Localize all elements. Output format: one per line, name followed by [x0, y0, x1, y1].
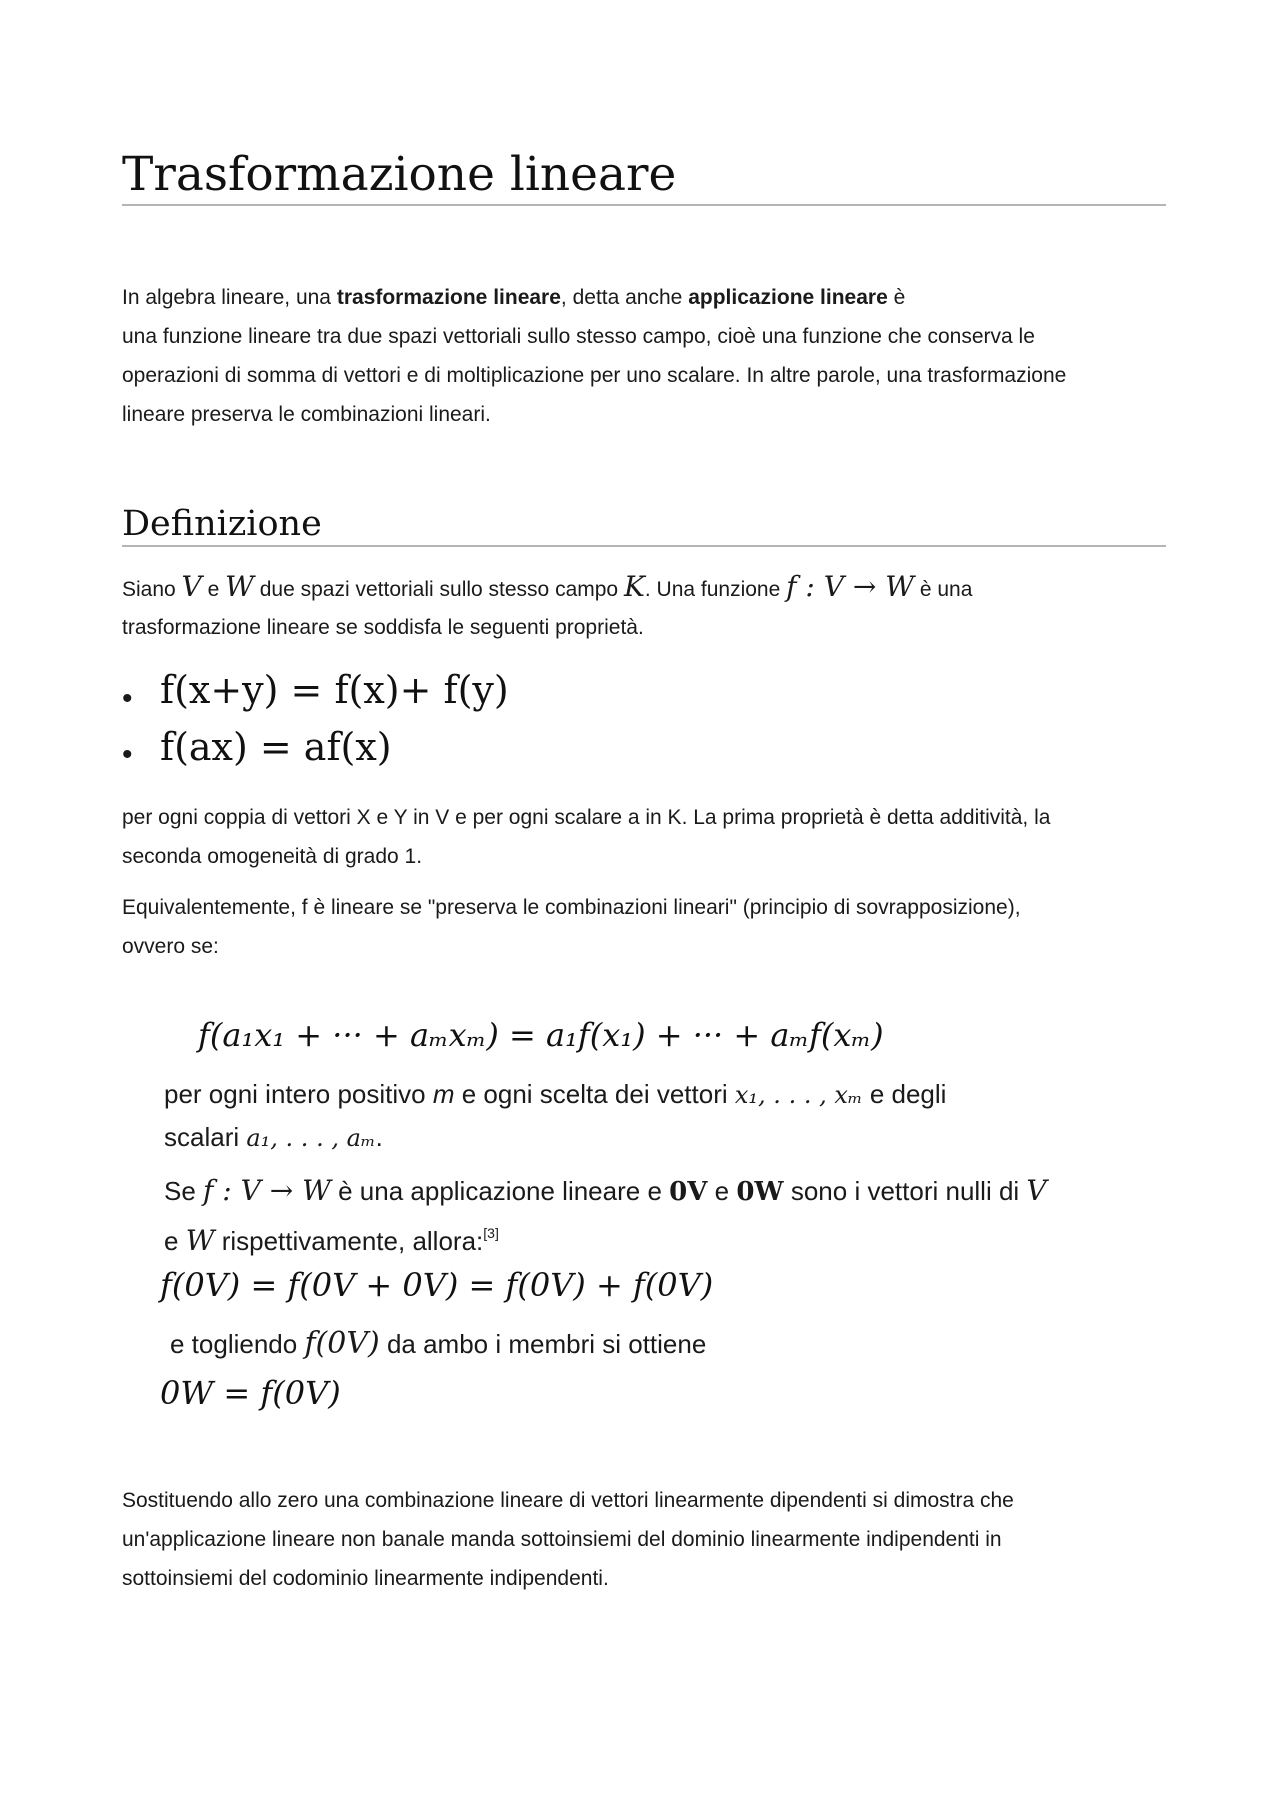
definition-text: Siano: [122, 578, 182, 601]
math-function-map: f : V → W: [203, 1174, 331, 1207]
after-properties-line-2: seconda omogeneità di grado 1.: [122, 845, 423, 868]
per-ogni-line-1: [164, 1073, 1164, 1117]
linear-combination-formula: f(a₁x₁ + ··· + aₘxₘ) = a₁f(x₁) + ··· + aₘf(xₘ): [198, 1016, 884, 1054]
definition-line-1: [122, 567, 1166, 609]
math-W: W: [225, 570, 254, 603]
closing-line-2: un'applicazione lineare non banale manda sottoinsiemi del dominio linearmente indipendenti in: [122, 1528, 1002, 1551]
math-scalars: a₁, . . . , aₘ: [246, 1124, 376, 1152]
math-W: W: [185, 1224, 215, 1257]
closing-line-1: Sostituendo allo zero una combinazione lineare di vettori linearmente dipendenti si dimostra che: [122, 1489, 1014, 1512]
math-function-map: f : V → W: [786, 570, 914, 603]
math-V: V: [1026, 1174, 1047, 1207]
property-additivity-formula: f(x+y) = f(x)+ f(y): [160, 668, 509, 712]
block-text: è una applicazione lineare e: [330, 1176, 670, 1206]
block-text: per ogni intero positivo: [164, 1079, 433, 1109]
se-line-1: [164, 1169, 1164, 1214]
definition-text: è una: [913, 578, 973, 601]
definition-text: . Una funzione: [644, 578, 787, 601]
math-K: K: [623, 570, 645, 603]
block-text: e togliendo: [170, 1329, 305, 1359]
after-properties-line-1: per ogni coppia di vettori X e Y in V e per ogni scalare a in K. La prima proprietà è detta additività, la: [122, 806, 1051, 829]
math-zero-w: 0W: [736, 1177, 784, 1207]
result-formula: 0W = f(0V): [160, 1374, 341, 1412]
equivalence-line-1: Equivalentemente, f è lineare se "preserva le combinazioni lineari" (principio di sovrapposizione),: [122, 896, 1021, 919]
math-zero-v: 0V: [669, 1177, 708, 1207]
intro-text: , detta anche: [560, 286, 689, 309]
zero-vector-formula: f(0V) = f(0V + 0V) = f(0V) + f(0V): [160, 1266, 714, 1304]
definition-text: due spazi vettoriali sullo stesso campo: [253, 578, 624, 601]
per-ogni-line-2: [164, 1116, 1164, 1160]
intro-text: è: [887, 286, 906, 309]
equivalence-line-2: ovvero se:: [122, 935, 219, 958]
block-text: .: [375, 1122, 383, 1152]
bullet-icon: •: [122, 682, 133, 715]
definition-line-2: trasformazione lineare se soddisfa le seguenti proprietà.: [122, 616, 644, 639]
block-text: scalari: [164, 1122, 247, 1152]
se-line-2: [164, 1212, 1164, 1263]
intro-line-4: lineare preserva le combinazioni lineari.: [122, 403, 491, 426]
page-title: Trasformazione lineare: [122, 148, 1166, 206]
block-text: e: [164, 1226, 186, 1256]
block-text: da ambo i membri si ottiene: [379, 1329, 707, 1359]
math-f-zero: f(0V): [304, 1326, 380, 1361]
block-text: rispettivamente, allora:: [214, 1226, 484, 1256]
intro-line-1: [122, 278, 1166, 317]
togliendo-line: [170, 1322, 1170, 1366]
intro-bold-term: trasformazione lineare: [336, 286, 561, 309]
citation-ref[interactable]: [3]: [483, 1225, 499, 1241]
intro-text: In algebra lineare, una: [122, 286, 337, 309]
block-text: sono i vettori nulli di: [783, 1176, 1027, 1206]
block-text: e: [707, 1176, 737, 1206]
closing-line-3: sottoinsiemi del codominio linearmente indipendenti.: [122, 1567, 609, 1590]
math-m: m: [432, 1079, 455, 1109]
bullet-icon: •: [122, 738, 133, 771]
section-heading: Definizione: [122, 504, 1166, 547]
block-text: e degli: [862, 1079, 947, 1109]
definition-text: e: [201, 578, 226, 601]
property-homogeneity-formula: f(ax) = af(x): [160, 725, 392, 769]
intro-line-3: operazioni di somma di vettori e di moltiplicazione per uno scalare. In altre parole, una trasformazione: [122, 364, 1067, 387]
intro-line-2: una funzione lineare tra due spazi vettoriali sullo stesso campo, cioè una funzione che conserva le: [122, 325, 1035, 348]
intro-bold-term: applicazione lineare: [688, 286, 888, 309]
block-text: e ogni scelta dei vettori: [454, 1079, 735, 1109]
math-V: V: [181, 570, 202, 603]
math-vectors: x₁, . . . , xₘ: [734, 1081, 863, 1109]
block-text: Se: [164, 1176, 204, 1206]
